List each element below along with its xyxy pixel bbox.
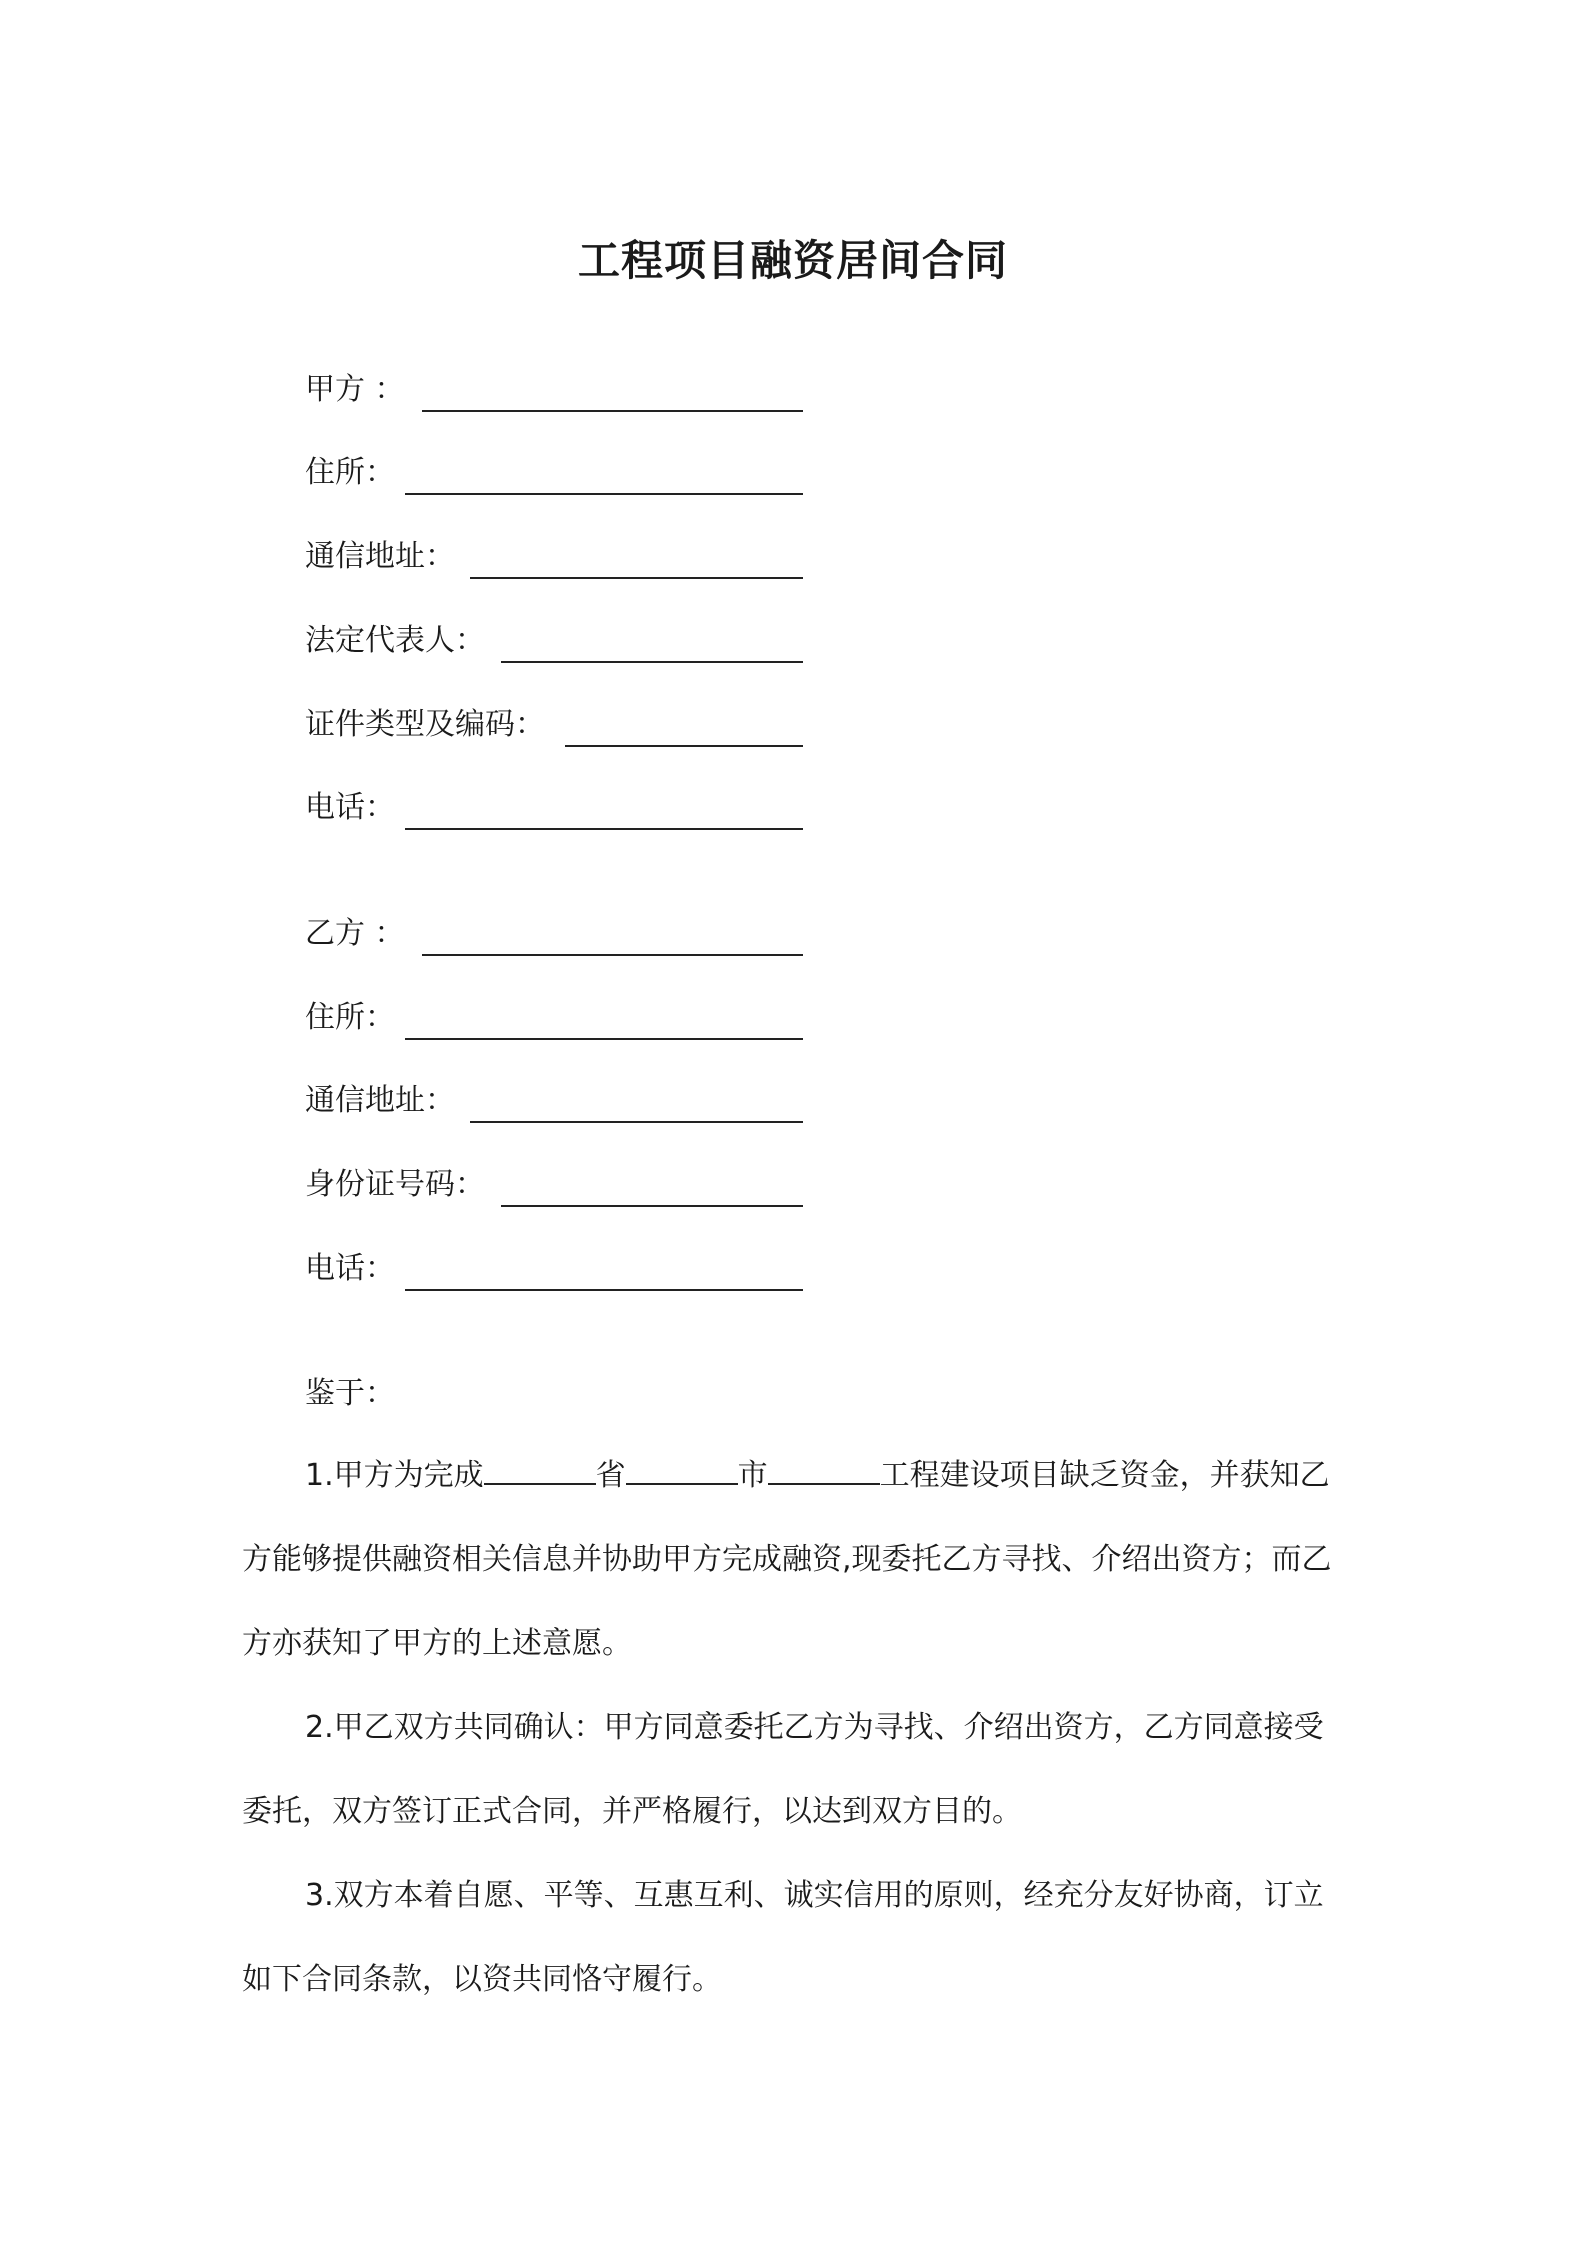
whereas-clause-1 [242, 1434, 1347, 1686]
whereas-heading: 鉴于： [305, 1376, 395, 1411]
fill-in-line [470, 1120, 803, 1123]
city-label: 市 [737, 1458, 768, 1493]
whereas-clause-2: 2.甲乙双方共同确认：甲方同意委托乙方为寻找、介绍出资方，乙方同意接受委托，双方签订正式合同，并严格履行，以达到双方目的。 [242, 1710, 1324, 1829]
party-b-phone-field [305, 1241, 803, 1291]
field-label: 通信地址： [305, 1083, 455, 1118]
contract-title: 工程项目融资居间合同 [577, 236, 1008, 285]
clause-1-rest: 工程建设项目缺乏资金，并获知乙方能够提供融资相关信息并协助甲方完成融资,现委托乙方寻找、介绍出资方；而乙方亦获知了甲方的上述意愿。 [242, 1458, 1332, 1661]
party-b-address-field [305, 990, 803, 1040]
whereas-clause-3: 3.双方本着自愿、平等、互惠互利、诚实信用的原则，经充分友好协商，订立如下合同条款，以资共同恪守履行。 [242, 1878, 1324, 1997]
fill-in-line [405, 492, 803, 495]
province-blank [484, 1453, 596, 1485]
field-label: 电话： [305, 790, 395, 825]
field-label: 甲方 ： [305, 372, 405, 407]
party-a-address-field [305, 445, 803, 495]
party-a-legal-rep-field [305, 613, 803, 663]
field-label: 乙方 ： [305, 916, 405, 951]
fill-in-line [405, 1037, 803, 1040]
fill-in-line [565, 744, 803, 747]
field-label: 电话： [305, 1251, 395, 1286]
fill-in-line [501, 660, 803, 663]
fill-in-line [405, 1288, 803, 1291]
party-a-name-field [305, 362, 803, 412]
field-label: 通信地址： [305, 539, 455, 574]
clause-1-prefix: 1.甲方为完成 [305, 1458, 484, 1493]
party-b-id-number-field [305, 1157, 803, 1207]
fill-in-line [405, 827, 803, 830]
party-a-id-type-field [305, 697, 803, 747]
party-b-name-field [305, 906, 803, 956]
party-a-mailing-address-field [305, 529, 803, 579]
city-blank [626, 1453, 738, 1485]
fill-in-line [470, 576, 803, 579]
fill-in-line [422, 409, 803, 412]
party-b-mailing-address-field [305, 1073, 803, 1123]
field-label: 住所： [305, 1000, 395, 1035]
field-label: 法定代表人： [305, 623, 485, 658]
project-blank [768, 1453, 880, 1485]
field-label: 住所： [305, 455, 395, 490]
party-a-phone-field [305, 780, 803, 830]
field-label: 身份证号码： [305, 1167, 485, 1202]
province-label: 省 [595, 1458, 626, 1493]
fill-in-line [501, 1204, 803, 1207]
fill-in-line [422, 953, 803, 956]
field-label: 证件类型及编码： [305, 707, 545, 742]
